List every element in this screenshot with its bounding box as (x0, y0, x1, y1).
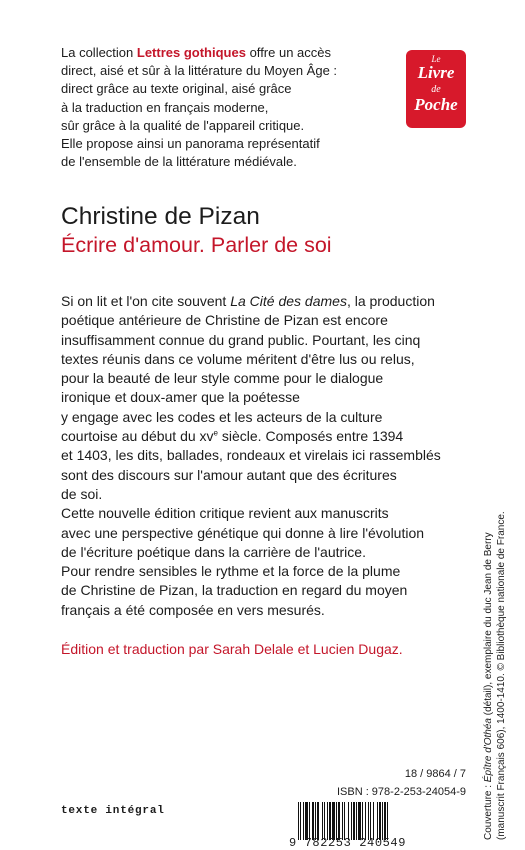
cover-credit-line: (manuscrit Français 606), 1400-1410. © Bibliothèque nationale de France. (495, 511, 507, 840)
book-description (61, 292, 461, 620)
description-line: insuffisamment connue du grand public. Pourtant, les cinq (61, 331, 421, 348)
description-text: , la production (346, 293, 435, 309)
price-code: 18 / 9864 / 7 (404, 768, 466, 780)
description-text: courtoise au début du xv (61, 428, 214, 445)
cited-work-title: La Cité des dames (230, 293, 347, 309)
intro-line: direct, aisé et sûr à la littérature du Moyen Âge : (61, 63, 338, 79)
collection-intro (61, 44, 361, 171)
barcode-digits: 9 782253 240549 (289, 836, 407, 850)
book-author: Christine de Pizan (61, 203, 260, 230)
description-text: Si on lit et l'on cite souvent (61, 293, 231, 309)
intro-line: direct grâce au texte original, aisé grâce (61, 81, 292, 97)
cover-credit (483, 460, 508, 840)
logo-le: Le (431, 54, 441, 64)
logo-livre: Livre (417, 63, 455, 82)
description-line: de l'écriture poétique dans la carrière de l'autrice. (61, 543, 366, 560)
intro-line: de l'ensemble de la littérature médiévale. (61, 154, 297, 170)
isbn-label: ISBN : 978-2-253-24054-9 (336, 786, 466, 798)
description-line: de soi. (61, 485, 103, 502)
description-line: textes réunis dans ce volume méritent d'être lus ou relus, (61, 350, 415, 367)
edition-credit: Édition et traduction par Sarah Delale et Lucien Dugaz. (61, 641, 403, 657)
intro-line: sûr grâce à la qualité de l'appareil critique. (61, 117, 305, 133)
description-line: avec une perspective génétique qui donne à lire l'évolution (61, 524, 425, 541)
description-line: de Christine de Pizan, la traduction en regard du moyen (61, 582, 408, 599)
description-line: Cette nouvelle édition critique revient aux manuscrits (61, 505, 389, 522)
logo-poche: Poche (414, 95, 458, 114)
description-line: français a été composée en vers mesurés. (61, 601, 325, 618)
description-line (61, 292, 461, 311)
intro-line: Elle propose ainsi un panorama représentatif (61, 136, 320, 152)
cover-credit-line (483, 460, 496, 840)
cover-credit-text: Couverture : (483, 782, 494, 840)
collection-name: Lettres gothiques (136, 45, 246, 60)
intro-text: offre un accès (245, 45, 332, 60)
description-line: sont des discours sur l'amour autant que des écritures (61, 466, 397, 483)
cover-credit-text: (détail), exemplaire du duc Jean de Berry (483, 532, 494, 719)
century-superscript: e (213, 428, 218, 438)
description-text: siècle. Composés entre 1394 (218, 428, 404, 445)
livre-de-poche-logo (406, 50, 466, 128)
intro-line (61, 44, 361, 62)
description-line: Pour rendre sensibles le rythme et la force de la plume (61, 563, 401, 580)
cover-artwork-title: Épître d'Othéa (483, 718, 494, 783)
description-line (61, 427, 461, 446)
description-line: et 1403, les dits, ballades, rondeaux et virelais ici rassemblés (61, 447, 441, 464)
book-title: Écrire d'amour. Parler de soi (61, 233, 332, 257)
intro-text: La collection (61, 45, 137, 60)
intro-line: à la traduction en français moderne, (61, 99, 269, 115)
description-line: poétique antérieure de Christine de Pizan est encore (61, 312, 388, 329)
description-line: ironique et doux-amer que la poétesse (61, 389, 300, 406)
description-line: pour la beauté de leur style comme pour le dialogue (61, 370, 384, 387)
texte-integral-label: texte intégral (61, 805, 165, 817)
logo-de: de (431, 84, 441, 95)
description-line: y engage avec les codes et les acteurs de la culture (61, 408, 383, 425)
barcode-icon (296, 802, 468, 840)
